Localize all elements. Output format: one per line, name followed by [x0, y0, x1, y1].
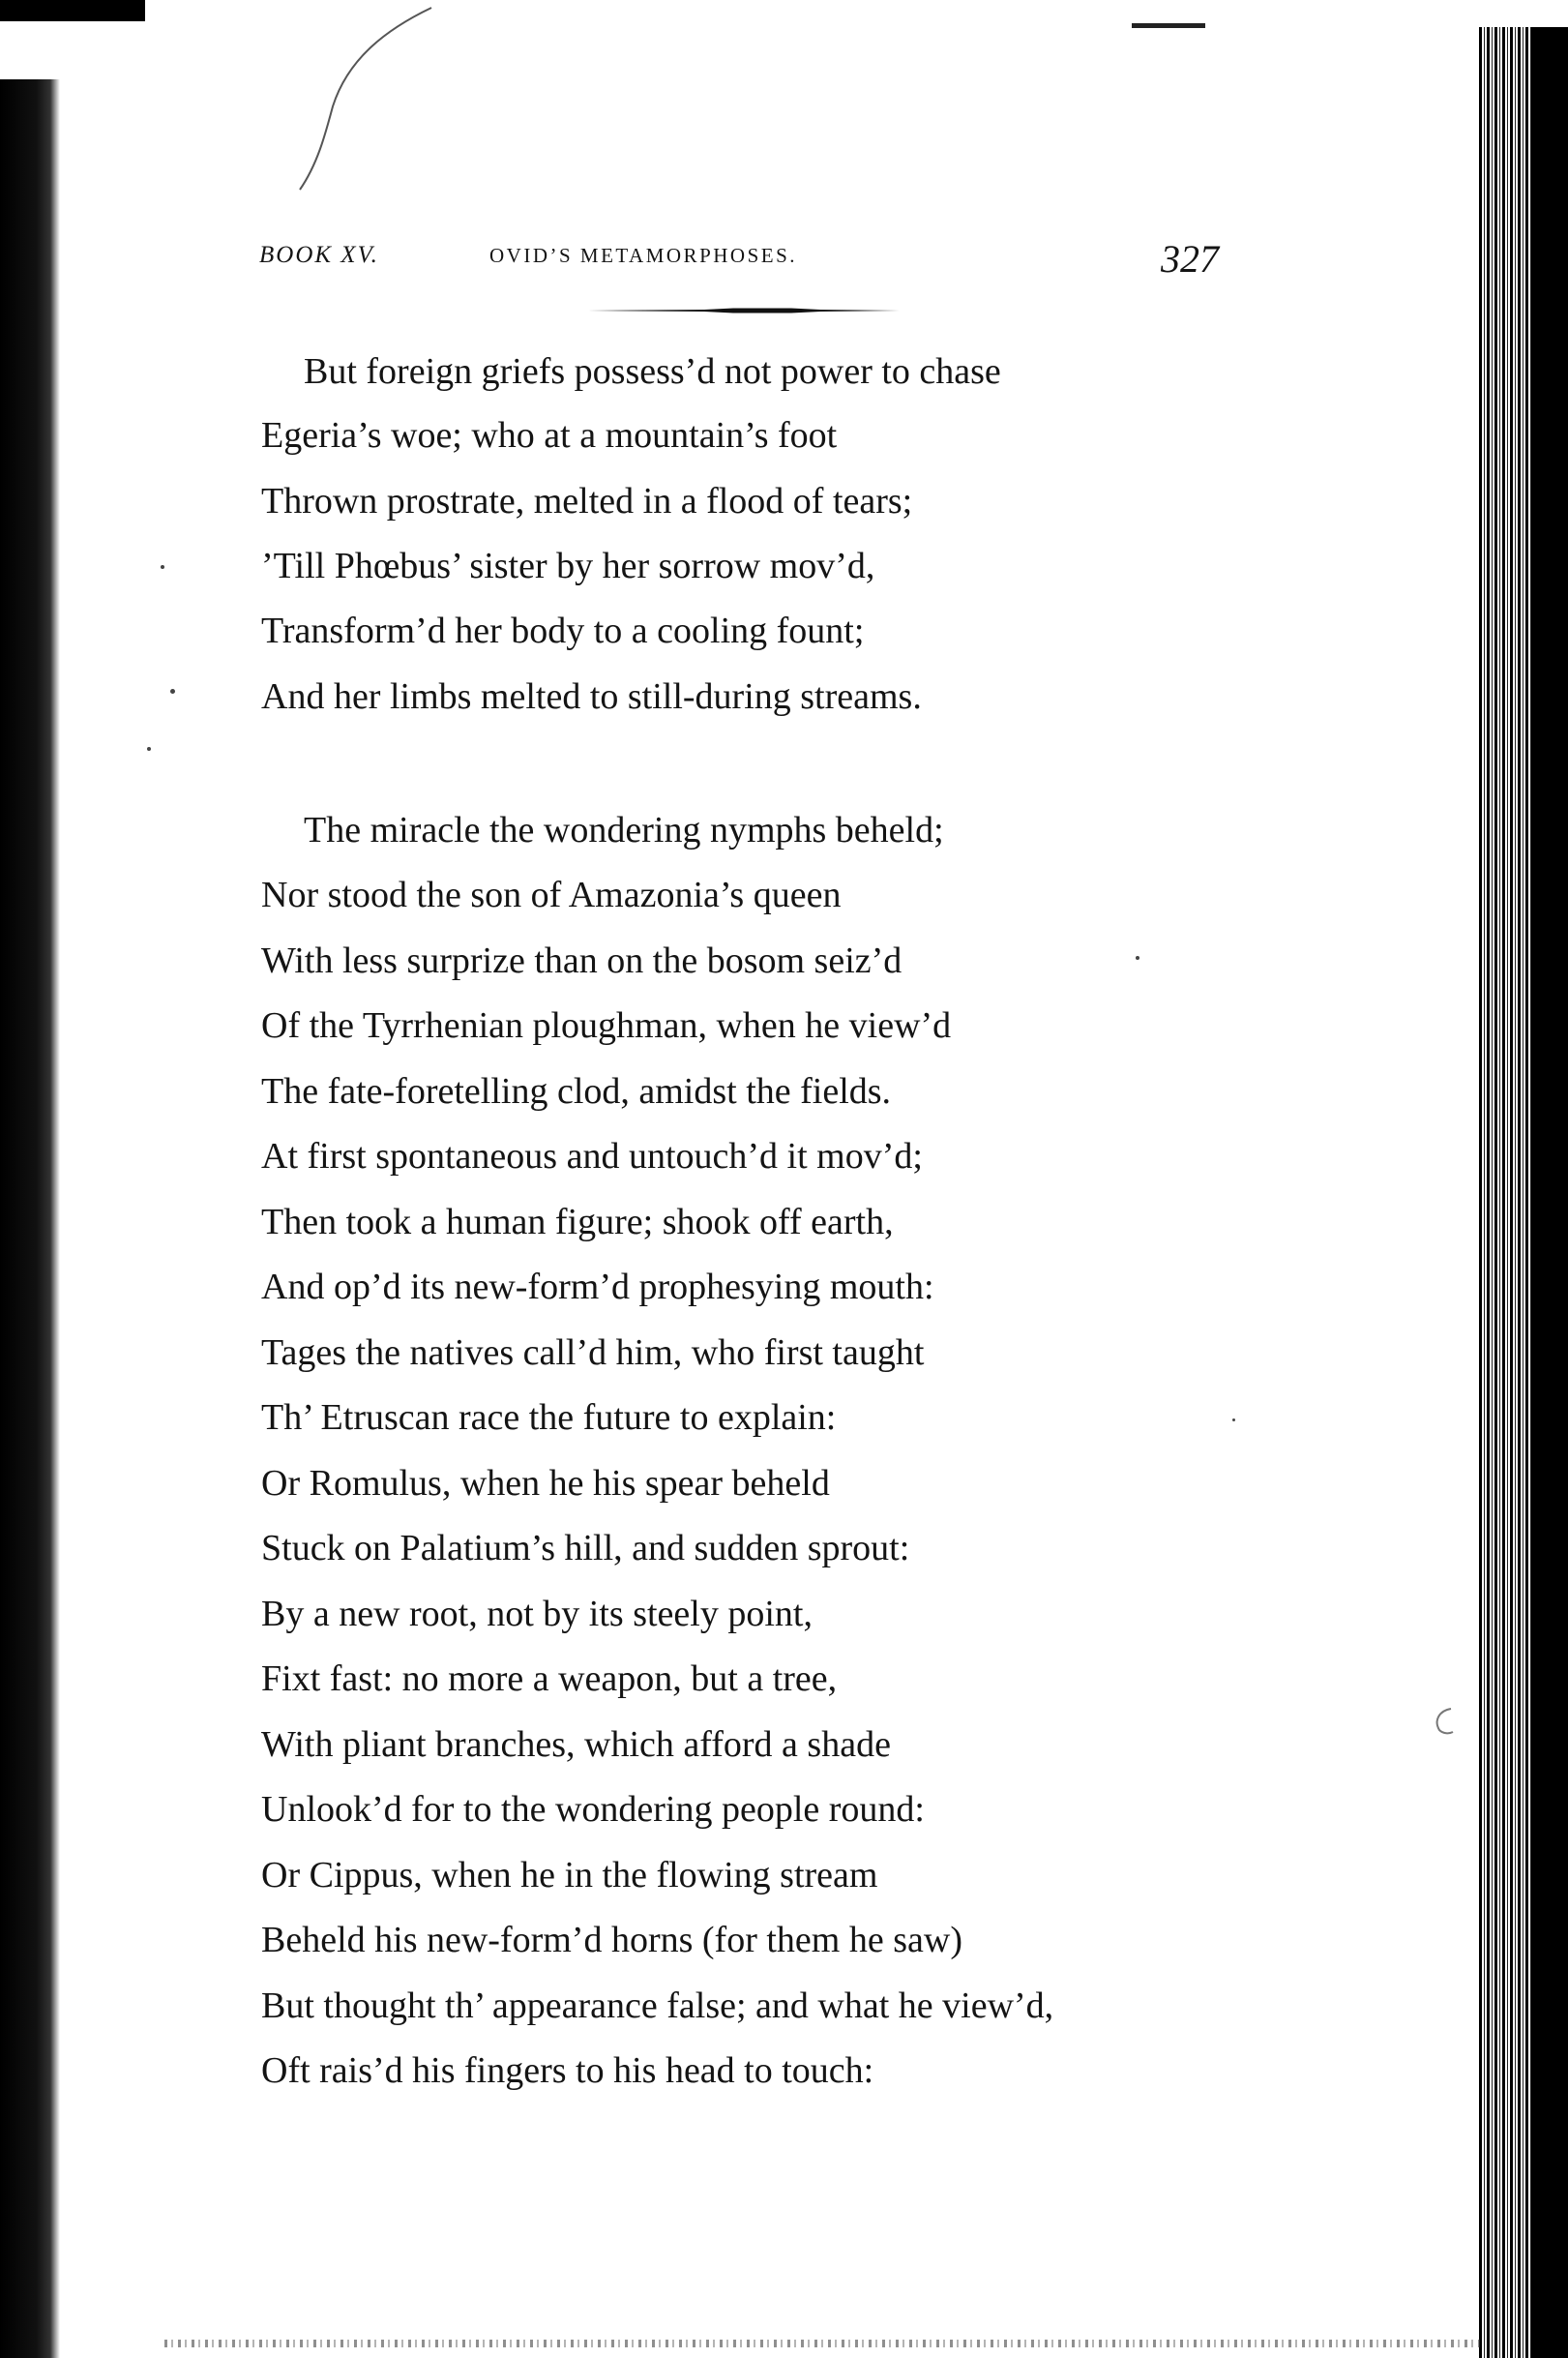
scan-speck	[147, 747, 151, 751]
poem-line: And op’d its new-form’d prophesying mouth:	[261, 1267, 934, 1307]
poem-line: Stuck on Palatium’s hill, and sudden sprout:	[261, 1528, 910, 1568]
running-head-book: BOOK XV.	[259, 242, 379, 268]
poem-line: Of the Tyrrhenian ploughman, when he view’d	[261, 1005, 952, 1046]
scan-speck	[170, 689, 175, 694]
left-binding-shadow	[0, 0, 60, 2358]
poem-line: At first spontaneous and untouch’d it mov’d;	[261, 1136, 923, 1177]
poem-line: Transform’d her body to a cooling fount;	[261, 611, 865, 651]
ornamental-rule	[588, 308, 900, 313]
scan-speck	[1136, 956, 1139, 960]
poem-line: The fate-foretelling clod, amidst the fields.	[261, 1071, 892, 1112]
scan-mark	[1430, 1705, 1459, 1738]
top-edge-rule	[1132, 23, 1205, 28]
left-binding-gap	[0, 21, 60, 79]
poem-line: Or Romulus, when he his spear beheld	[261, 1463, 830, 1504]
poem-line: Fixt fast: no more a weapon, but a tree,	[261, 1658, 838, 1699]
left-binding-notch	[0, 0, 145, 21]
poem-line: Beheld his new-form’d horns (for them he saw)	[261, 1920, 962, 1960]
bottom-edge-noise	[164, 2340, 1480, 2347]
running-head	[259, 236, 1236, 284]
poem-line: With pliant branches, which afford a shade	[261, 1724, 891, 1765]
pencil-stroke-mark	[290, 0, 445, 194]
page-number: 327	[1161, 237, 1219, 281]
poem-line: But thought th’ appearance false; and what he view’d,	[261, 1985, 1054, 2026]
poem-line: And her limbs melted to still-during streams.	[261, 676, 922, 717]
poem-line: The miracle the wondering nymphs beheld;	[304, 810, 944, 851]
poem-line: But foreign griefs possess’d not power to chase	[304, 351, 1001, 392]
poem-line: Thrown prostrate, melted in a flood of tears;	[261, 481, 913, 522]
poem-line: Or Cippus, when he in the flowing stream	[261, 1855, 878, 1895]
poem-line: Th’ Etruscan race the future to explain:	[261, 1397, 837, 1438]
poem-line: Oft rais’d his fingers to his head to touch:	[261, 2050, 874, 2091]
running-head-title: OVID’S METAMORPHOSES.	[489, 244, 798, 267]
poem-line: Egeria’s woe; who at a mountain’s foot	[261, 415, 838, 456]
right-binding-shadow	[1531, 27, 1568, 2358]
poem-line: Then took a human figure; shook off earth,	[261, 1202, 894, 1242]
poem-line: By a new root, not by its steely point,	[261, 1594, 813, 1634]
scan-speck	[1232, 1418, 1235, 1421]
poem-line: Nor stood the son of Amazonia’s queen	[261, 875, 842, 915]
poem-line: With less surprize than on the bosom seiz’d	[261, 940, 902, 981]
poem-line: ’Till Phœbus’ sister by her sorrow mov’d,	[261, 546, 875, 586]
poem-line: Tages the natives call’d him, who first taught	[261, 1332, 925, 1373]
poem-line: Unlook’d for to the wondering people round:	[261, 1789, 925, 1830]
scan-speck	[161, 565, 164, 569]
